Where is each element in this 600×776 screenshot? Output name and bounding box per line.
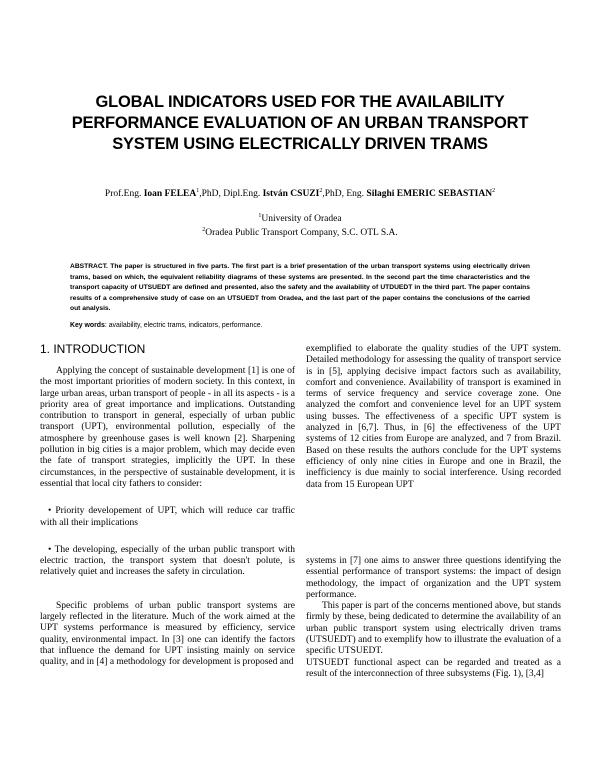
author-1-name: Ioan FELEA: [143, 189, 197, 199]
left-bullet-2: • The developing, especially of the urban public transport with electric traction, the transport system that doesn't polute, is relatively quiet and increases the safety in circulation.: [40, 544, 295, 578]
left-paragraph-1: Applying the concept of sustainable development [1] is one of the most important priorities of modern society. In this context, in large urban areas, urban transport of people - in all its aspects - is a priority area of great importance and implications. Outstanding contribution to transport in general, especially of urban public transport (UPT), environmental pollution, especially of the atmosphere by greenhouse gases is well known [2]. Sharpening pollution in big cities is a major problem, which may decide even the fate of transport strategies, implicitly the UPT. In these circumstances, in the perspective of sustainable development, it is essential that local city fathers to consider:: [40, 366, 295, 489]
author-3-affil-sup: 2: [492, 187, 496, 194]
author-2-affil-sup: 2: [319, 187, 323, 194]
author-2-suffix: ,PhD, Eng.: [322, 189, 367, 199]
affiliation-1-sup: 1: [258, 212, 262, 219]
keywords: [70, 322, 530, 329]
left-bullet-1: • Priority developement of UPT, which will reduce car traffic with all their implications: [40, 506, 295, 528]
affiliation-2-sup: 2: [202, 226, 206, 233]
author-line: [30, 189, 570, 199]
right-paragraph-1: exemplified to elaborate the quality studies of the UPT system. Detailed methodology for assessing the quality of transport service is in [5], applying decisive impact factors such as availability, comfort and convenience. Availability of transport is examined in terms of service frequency and service coverage zone. One analyzed the comfort and convenience level for an UPT system using busses. The effectiveness of a specific UPT system is analyzed in [6,7]. Thus, in [6] the effectiveness of the UPT systems of 12 cities from Europe are analyzed, and 7 from Brazil. Based on these results the authors conclude for the UPT systems efficiency of only nine cities in Europe and one in Brazil, the inefficiency is due mainly to social interference. Using recorded data from 15 European UPT: [306, 344, 561, 490]
author-2-name: István CSUZI: [262, 189, 320, 199]
affiliation-1: [60, 214, 540, 224]
affiliation-1-text: University of Oradea: [261, 214, 342, 224]
right-paragraph-3: This paper is part of the concerns mentioned above, but stands firmly by these, being dedicated to determine the availability of an urban public transport system using electrically driven trams (UTSUEDT) and to exemplify how to illustrate the evaluation of a specific UTSUEDT.: [306, 601, 561, 657]
author-3-name: Silaghi EMERIC SEBASTIAN: [366, 189, 493, 199]
left-column: [40, 366, 295, 669]
keywords-label: Key words: [70, 322, 105, 329]
keywords-text: : availability, electric trams, indicators, performance.: [104, 322, 263, 329]
left-paragraph-2: Specific problems of urban public transport systems are largely reflected in the literature. Much of the work aimed at the UPT systems performance is measured by efficiency, service quality, environmental impact. In [3] one can identify the factors that influence the demand for UPT insisting mainly on service quality, and in [4] a methodology for development is proposed and: [40, 600, 295, 668]
author-prefix: Prof.Eng.: [104, 189, 144, 199]
affiliation-2: [60, 228, 540, 238]
section-heading-introduction: 1. INTRODUCTION: [40, 342, 146, 356]
right-column-top: [306, 344, 561, 491]
right-column-bottom: [306, 556, 561, 680]
right-paragraph-2: systems in [7] one aims to answer three questions identifying the essential performance of transport systems: the impact of design methodology, the impact of organization and the UPT system performance.: [306, 556, 561, 600]
affiliation-2-text: Oradea Public Transport Company, S.C. OTL S.A.: [205, 228, 398, 238]
author-1-suffix: ,PhD, Dipl.Eng.: [199, 189, 263, 199]
author-1-affil-sup: 1: [196, 187, 200, 194]
right-paragraph-4: UTSUEDT functional aspect can be regarded and treated as a result of the interconnection of three subsystems (Fig. 1), [3,4]: [306, 657, 561, 679]
paper-title: GLOBAL INDICATORS USED FOR THE AVAILABILITY PERFORMANCE EVALUATION OF AN URBAN TRANSPORT SYSTEM USING ELECTRICALLY DRIVEN TRAMS: [71, 93, 529, 153]
abstract: ABSTRACT. The paper is structured in five parts. The first part is a brief presentation of the urban transport systems using electrically driven trams, based on which, the equivalent reliability diagrams of these systems are presented. In the second part the time characteristics and the transport capacity of UTSUEDT are defined and presented, also the safety and the availability of UTDUEDT in the third part. The paper contains results of a comprehensive study of case on an UTSUEDT from Oradea, and the last part of the paper contains the conclusions of the carried out analysis.: [70, 263, 530, 312]
